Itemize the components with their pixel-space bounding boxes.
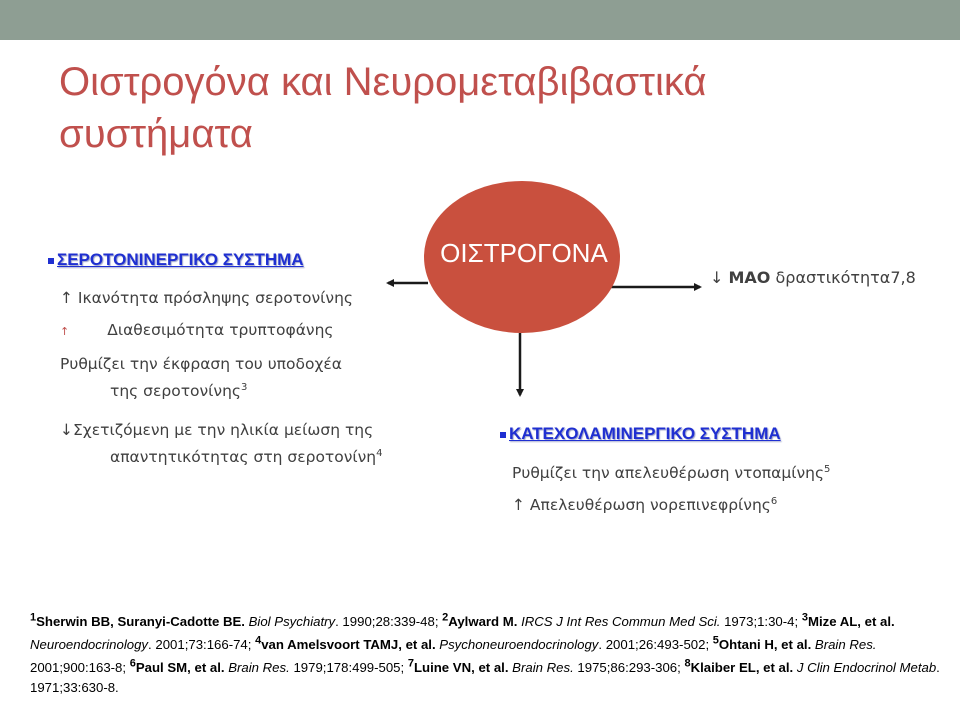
mao-label: ΜΑΟ bbox=[728, 268, 771, 287]
reference-entry: $^4$van Amelsvoort TAMJ, et al. Psychoneuroendocrinology. 2001;26:493-502; bbox=[255, 634, 713, 653]
down-arrow-icon: ↓ bbox=[60, 421, 73, 439]
serotonin-item-receptor bbox=[60, 352, 342, 403]
down-arrow-icon: ↓ bbox=[710, 268, 724, 287]
reference-entry: $^6$Paul SM, et al. Brain Res. 1979;178:499-505; bbox=[129, 657, 408, 676]
serotonin-item-receptor-line2: της σεροτονίνης bbox=[110, 382, 242, 401]
serotonin-item-tryptophan bbox=[60, 318, 334, 344]
catecholamine-item-dopamine bbox=[512, 458, 830, 485]
catecholamine-item-norepinephrine bbox=[512, 490, 777, 517]
serotonin-item-uptake bbox=[60, 286, 353, 310]
catecholamine-item-norepinephrine-text: Απελευθέρωση νορεπινεφρίνης bbox=[525, 496, 771, 515]
reference-superscript: 5 bbox=[824, 464, 831, 475]
mao-activity bbox=[710, 266, 916, 290]
reference-entry: $^5$Ohtani H, et al. Brain Res. 2001;900:163-8; bbox=[30, 634, 877, 676]
mao-text: δραστικότητα7,8 bbox=[770, 268, 916, 287]
reference-superscript: 3 bbox=[241, 382, 248, 393]
catecholamine-item-dopamine-text: Ρυθμίζει την απελευθέρωση ντοπαμίνης bbox=[512, 464, 825, 483]
reference-entry: $^1$Sherwin BB, Suranyi-Cadotte BE. Biol Psychiatry. 1990;28:339-48; bbox=[30, 612, 443, 630]
up-arrow-icon: ↑ bbox=[512, 496, 525, 515]
serotonin-item-tryptophan-text: Διαθεσιμότητα τρυπτοφάνης bbox=[107, 321, 334, 339]
reference-entry: $^7$Luine VN, et al. Brain Res. 1975;86:293-306; bbox=[407, 657, 685, 676]
up-arrow-icon: ↑ bbox=[60, 289, 73, 307]
estrogen-label: ΟΙΣΤΡΟΓΟΝΑ bbox=[440, 238, 608, 268]
title-line-1: Οιστρογόνα και Νευρομεταβιβαστικά bbox=[59, 60, 707, 104]
serotonin-heading bbox=[48, 250, 304, 270]
serotonin-item-age bbox=[60, 418, 383, 469]
serotonin-item-age-line1: Σχετιζόμενη με την ηλικία μείωση της bbox=[73, 421, 374, 439]
reference-entry: $^2$Aylward M. IRCS J Int Res Commun Med Sci. 1973;1:30-4; bbox=[442, 612, 802, 630]
serotonin-item-age-line2: απαντητικότητας στη σεροτονίνη bbox=[110, 448, 377, 467]
reference-entry: $^8$Klaiber EL, et al. J Clin Endocrinol Metab. 1971;33:630-8. bbox=[30, 657, 940, 695]
serotonin-item-receptor-line1: Ρυθμίζει την έκφραση του υποδοχέα bbox=[60, 355, 343, 373]
reference-superscript: 4 bbox=[376, 448, 383, 459]
catecholamine-heading bbox=[500, 424, 781, 444]
references-block bbox=[30, 609, 950, 697]
up-arrow-icon: ↑ bbox=[60, 325, 70, 338]
reference-entry: $^3$Mize AL, et al. Neuroendocrinology. 2001;73:166-74; bbox=[30, 612, 895, 653]
reference-superscript: 6 bbox=[770, 496, 778, 507]
serotonin-heading-text: ΣΕΡΟΤΟΝΙΝΕΡΓΙΚΟ ΣΥΣΤΗΜΑ bbox=[57, 250, 304, 269]
catecholamine-heading-text: ΚΑΤΕΧΟΛΑΜΙΝΕΡΓΙΚΟ ΣΥΣΤΗΜΑ bbox=[509, 424, 781, 443]
serotonin-item-uptake-text: Ικανότητα πρόσληψης σεροτονίνης bbox=[73, 289, 353, 307]
bullet-square-icon bbox=[48, 258, 54, 264]
bullet-square-icon bbox=[500, 432, 506, 438]
title-line-2: συστήματα bbox=[59, 112, 253, 156]
